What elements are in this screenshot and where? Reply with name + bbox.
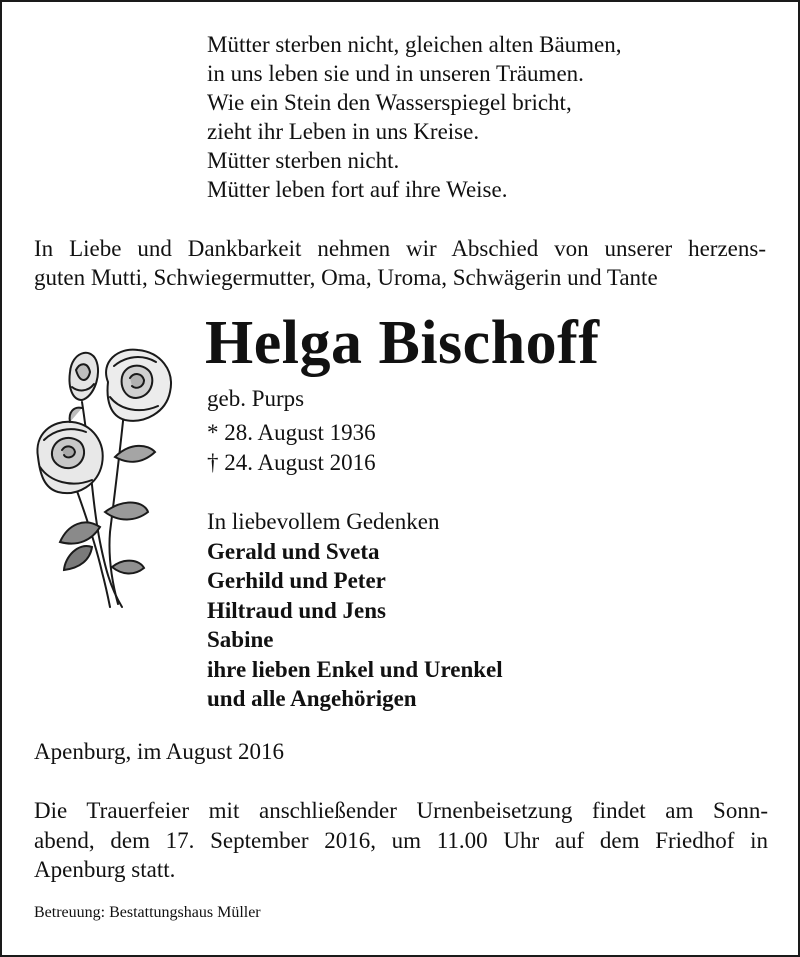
death-date: † 24. August 2016 (207, 450, 376, 475)
service-line: Die Trauerfeier mit anschließender Urnenbeisetzung findet am Sonn- (34, 798, 768, 823)
service-info (34, 796, 768, 885)
roses-icon (30, 342, 180, 612)
service-line: Apenburg statt. (34, 857, 176, 882)
mourner-name: und alle Angehörigen (207, 686, 417, 711)
poem-line: in uns leben sie und in unseren Träumen. (207, 61, 584, 86)
mourner-name: ihre lieben Enkel und Urenkel (207, 656, 503, 682)
deceased-name: Helga Bischoff (205, 309, 600, 377)
mourner-name: Gerald und Sveta (207, 538, 380, 564)
service-line: abend, dem 17. September 2016, um 11.00 Uhr auf dem Friedhof in (34, 827, 768, 853)
birth-date: * 28. August 1936 (207, 420, 376, 445)
poem-line: Mütter leben fort auf ihre Weise. (207, 177, 508, 202)
intro-line: In Liebe und Dankbarkeit nehmen wir Abschied von unserer herzens- (34, 236, 766, 261)
mourners-heading: In liebevollem Gedenken (207, 509, 440, 534)
poem-line: Mütter sterben nicht, gleichen alten Bäumen, (207, 32, 622, 57)
birth-name: geb. Purps (207, 386, 305, 411)
mourner-name: Hiltraud und Jens (207, 597, 386, 623)
life-dates (207, 418, 376, 478)
mourner-name: Gerhild und Peter (207, 568, 386, 593)
intro-text (34, 234, 766, 292)
intro-line: guten Mutti, Schwiegermutter, Oma, Uroma, Schwägerin und Tante (34, 265, 658, 290)
poem (207, 30, 622, 204)
place-date: Apenburg, im August 2016 (34, 739, 285, 764)
mourners-block (207, 507, 503, 714)
undertaker-credit: Betreuung: Bestattungshaus Müller (34, 904, 261, 921)
mourner-name: Sabine (207, 627, 274, 652)
poem-line: Mütter sterben nicht. (207, 148, 400, 173)
poem-line: Wie ein Stein den Wasserspiegel bricht, (207, 90, 572, 115)
poem-line: zieht ihr Leben in uns Kreise. (207, 119, 480, 144)
